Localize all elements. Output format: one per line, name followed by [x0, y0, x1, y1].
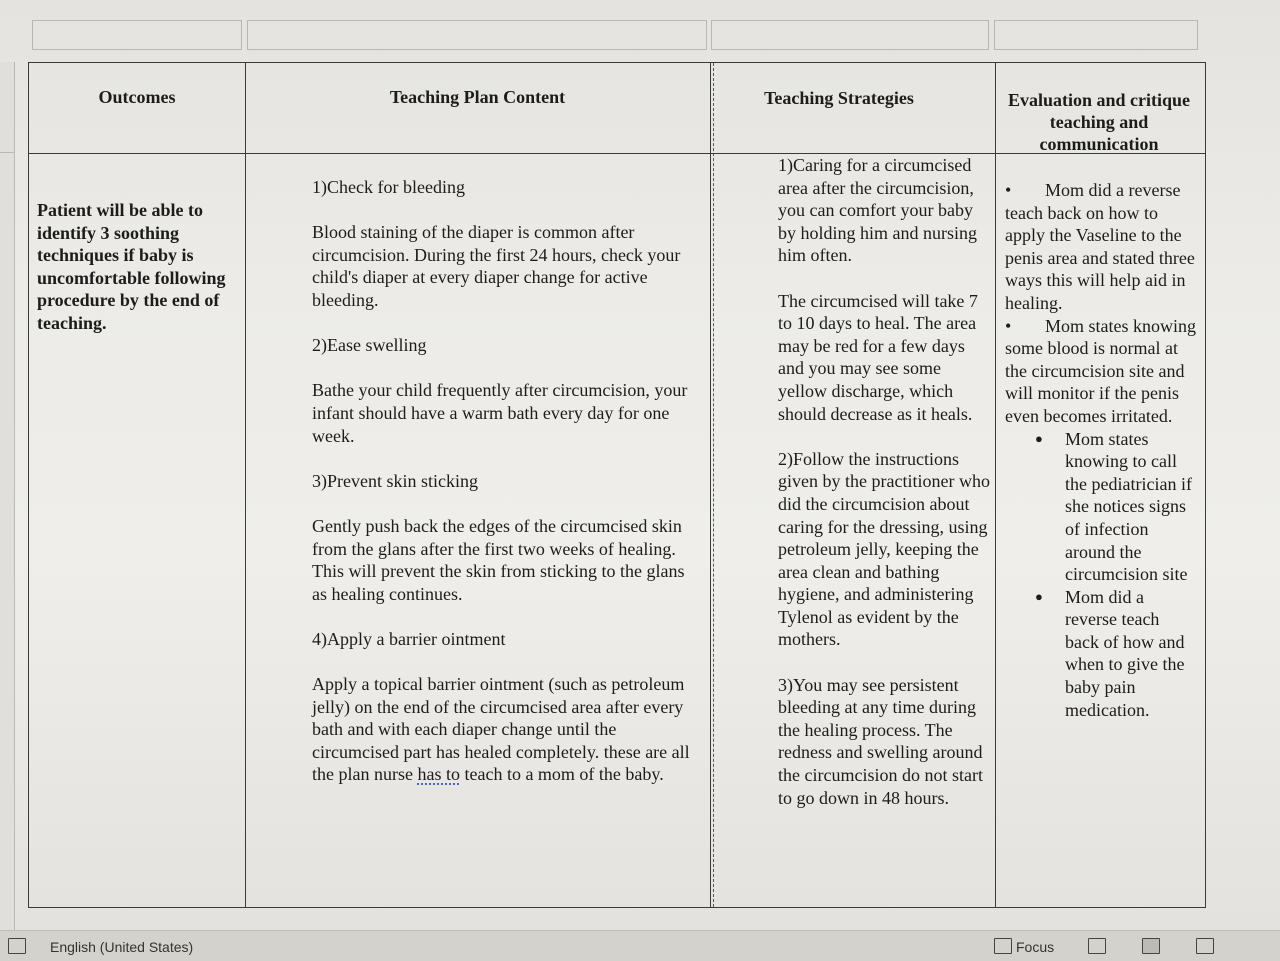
language-indicator[interactable]: English (United States): [50, 939, 194, 955]
proofing-book-icon[interactable]: [8, 938, 26, 954]
evaluation-content: [1005, 179, 1197, 721]
header-teaching-plan-content: Teaching Plan Content: [389, 87, 566, 107]
status-bar: [0, 930, 1280, 961]
column-divider: [995, 63, 996, 907]
column-divider: [713, 63, 714, 907]
evaluation-item: [1005, 179, 1197, 315]
strategy-paragraph: The circumcised will take 7 to 10 days to heal. The area may be red for a few days and you may see some yellow discharge, which should decrease as it heals.: [778, 290, 978, 424]
read-mode-icon[interactable]: [1088, 938, 1106, 954]
evaluation-item: [1005, 315, 1197, 428]
content-section-title: 4)Apply a barrier ointment: [312, 628, 506, 649]
teaching-strategies-content: [778, 154, 994, 809]
content-section-title: 3)Prevent skin sticking: [312, 470, 478, 491]
content-section-body: Blood staining of the diaper is common after circumcision. During the first 24 hours, check your child's diaper at every diaper change for active bleeding.: [312, 222, 681, 310]
content-section-body: Bathe your child frequently after circumcision, your infant should have a warm bath every day for one week.: [312, 380, 688, 446]
body-text: Apply a topical barrier ointment (such as petroleum jelly) on the end of the circumcised area after every bath and with each diaper change until the circumcised part has healed completely. these are all the plan nurse: [312, 674, 690, 785]
content-section-title: 1)Check for bleeding: [312, 177, 465, 197]
evaluation-bullet-list: [1005, 428, 1197, 722]
body-text: teach to a mom of the baby.: [459, 764, 664, 785]
teaching-plan-table: [28, 62, 1206, 908]
strategy-paragraph: 1)Caring for a circumcised area after the circumcision, you can comfort your baby by holding him and nursing him often.: [778, 155, 977, 266]
content-section-title: 2)Ease swelling: [312, 335, 427, 356]
column-divider: [245, 63, 246, 907]
strategy-paragraph: 2)Follow the instructions given by the practitioner who did the circumcision about caring for the dressing, using petroleum jelly, keeping the area clean and bathing hygiene, and administering Tylenol as evident by the mothers.: [778, 448, 990, 650]
teaching-plan-content: [312, 176, 702, 786]
web-layout-icon[interactable]: [1196, 938, 1214, 954]
previous-table-row: [711, 20, 989, 50]
evaluation-item: ● Mom states knowing to call the pediatrician if she notices signs of infection around the circumcision site: [1005, 428, 1197, 586]
bullet-icon: •: [1005, 180, 1012, 200]
content-section-body: [312, 673, 702, 786]
strategy-paragraph: 3)You may see persistent bleeding at any time during the healing process. The redness and swelling around the circumcision do not start to go down in 48 hours.: [778, 674, 983, 808]
left-margin-strip: [0, 62, 15, 930]
focus-mode-icon[interactable]: [994, 938, 1012, 954]
outcome-text: Patient will be able to identify 3 soothing techniques if baby is uncomfortable following procedure by the end of teaching.: [37, 200, 226, 333]
column-divider: [710, 63, 711, 907]
focus-mode-label[interactable]: Focus: [1016, 939, 1055, 955]
header-teaching-strategies: Teaching Strategies: [764, 88, 914, 108]
evaluation-item: ● Mom did a reverse teach back of how and when to give the baby pain medication.: [1005, 586, 1197, 722]
evaluation-text: Mom did a reverse teach back on how to apply the Vaseline to the penis area and stated three ways this will help aid in healing.: [1005, 180, 1195, 313]
evaluation-text: Mom states knowing some blood is normal at the circumcision site and will monitor if the penis even becomes irritated.: [1005, 315, 1196, 426]
previous-table-row: [32, 20, 242, 50]
print-layout-icon[interactable]: [1142, 938, 1160, 954]
header-evaluation: Evaluation and critique teaching and communication: [1007, 90, 1191, 154]
previous-table-row: [247, 20, 707, 50]
header-outcomes: Outcomes: [98, 87, 176, 107]
content-section-body: Gently push back the edges of the circumcised skin from the glans after the first two weeks of healing. This will prevent the skin from sticking to the glans as healing continues.: [312, 515, 685, 604]
bullet-icon: •: [1005, 315, 1012, 336]
grammar-flagged-text[interactable]: has to: [417, 764, 460, 785]
previous-table-row: [994, 20, 1198, 50]
